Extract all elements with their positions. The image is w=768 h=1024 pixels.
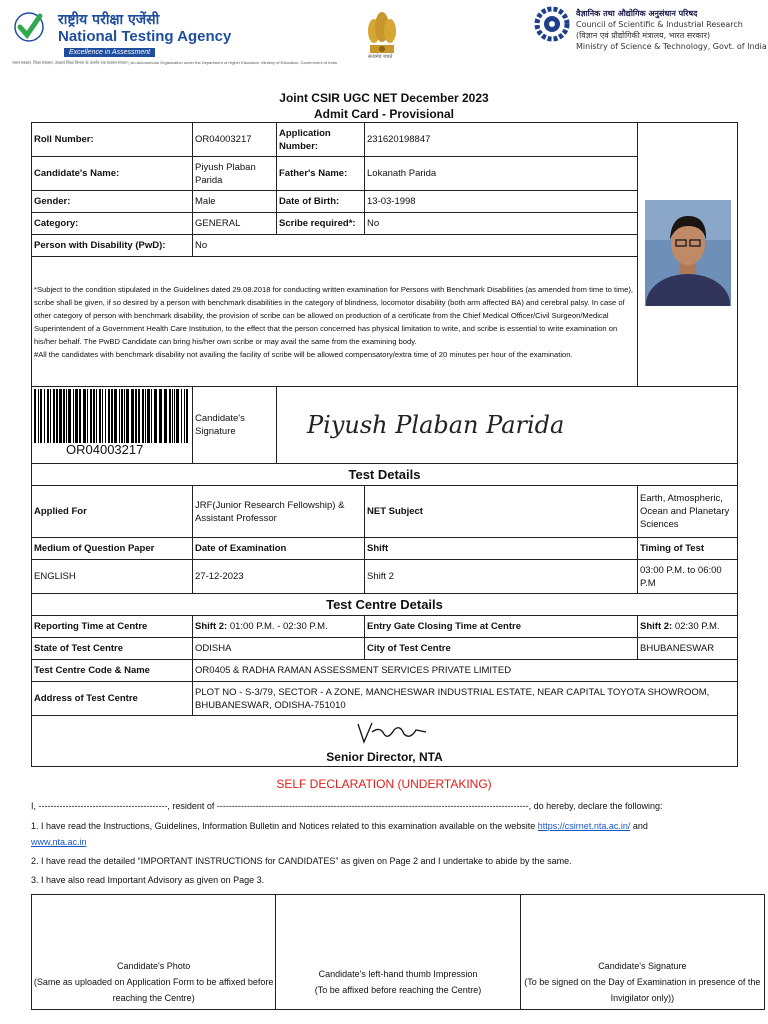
centre-address-value: PLOT NO - S-3/79, SECTOR - A ZONE, MANCHESWAR INDUSTRIAL ESTATE, NEAR CAPITAL TOYOTA SHOWROOM, BHUBANESWAR, ODISHA-751010 [193, 682, 738, 716]
centre-code-label: Test Centre Code & Name [32, 660, 193, 682]
roll-number-value: OR04003217 [193, 123, 277, 157]
barcode-bar [90, 389, 92, 443]
barcode-bar [50, 389, 51, 443]
csir-ministry: Ministry of Science & Technology, Govt. of India [576, 42, 767, 51]
declaration-line-0: I, -------------------------------------------, resident of --------------------------------------------------------------------------------------------------------, do hereby, declare the following: [31, 801, 663, 811]
undertaking-boxes [31, 894, 765, 1010]
barcode-bar [105, 389, 106, 443]
barcode-bar [114, 389, 117, 443]
admit-card-title [0, 90, 768, 122]
csir-text-block [576, 8, 767, 52]
director-cell [32, 716, 738, 767]
scribe-note [32, 257, 638, 387]
thumb-box-note: (To be affixed before reaching the Centre) [314, 984, 482, 995]
category-label: Category: [32, 213, 193, 235]
page-header [0, 0, 768, 72]
centre-address-label: Address of Test Centre [32, 682, 193, 716]
barcode-bar [184, 389, 185, 443]
gate-closing-cell [638, 616, 738, 638]
card-type: Admit Card - Provisional [313, 107, 455, 121]
barcode-bar [164, 389, 167, 443]
barcode-bar [186, 389, 188, 443]
barcode-bar [124, 389, 125, 443]
timing-value: 03:00 P.M. to 06:00 P.M [638, 560, 738, 594]
nta-tagline: Excellence in Assessment [64, 48, 155, 57]
nta-logo [12, 6, 337, 65]
declaration-line-1-and: and [630, 821, 648, 831]
nta-english-name: National Testing Agency [58, 28, 232, 45]
director-title: Senior Director, NTA [326, 750, 443, 764]
barcode-bar [108, 389, 110, 443]
barcode-bar [131, 389, 134, 443]
csir-english-name: Council of Scientific & Industrial Research [576, 20, 743, 29]
declaration-line-2: 2. I have read the detailed “IMPORTANT INSTRUCTIONS for CANDIDATES” as given on Page 2 and I undertake to abide by the same. [31, 856, 572, 866]
nta-link[interactable]: www.nta.ac.in [31, 837, 87, 847]
reporting-time-value: 01:00 P.M. - 02:30 P.M. [229, 621, 328, 632]
roll-number-label: Roll Number: [32, 123, 193, 157]
barcode-bar [147, 389, 150, 443]
barcode-bar [79, 389, 81, 443]
nta-hindi-name: राष्ट्रीय परीक्षा एजेंसी [58, 12, 160, 28]
csir-logo-icon [534, 6, 570, 42]
applied-for-label: Applied For [32, 486, 193, 538]
gate-closing-value: 02:30 P.M. [674, 621, 720, 632]
barcode-bar [176, 389, 179, 443]
gender-value: Male [193, 191, 277, 213]
gate-shift: Shift 2: [640, 621, 673, 632]
declaration-line-3: 3. I have also read Important Advisory as given on Page 3. [31, 875, 265, 885]
signature-box-title: Candidate's Signature [598, 960, 687, 971]
exam-title: Joint CSIR UGC NET December 2023 [279, 91, 489, 105]
exam-date-value: 27-12-2023 [193, 560, 365, 594]
candidate-photo-cell [638, 123, 738, 387]
father-name-label: Father's Name: [277, 157, 365, 191]
candidate-name-label: Candidate's Name: [32, 157, 193, 191]
barcode-bar [172, 389, 173, 443]
reporting-time-label: Reporting Time at Centre [32, 616, 193, 638]
application-number-value: 231620198847 [365, 123, 638, 157]
barcode-bar [73, 389, 74, 443]
thumb-box-title: Candidate's left-hand thumb Impression [318, 968, 478, 979]
barcode-bar [138, 389, 140, 443]
test-centre-heading: Test Centre Details [32, 594, 738, 616]
barcode-bar [38, 389, 39, 443]
director-signature [352, 720, 432, 746]
barcode-bar [145, 389, 146, 443]
barcode-bar [126, 389, 129, 443]
application-number-label: Application Number: [277, 123, 365, 157]
reporting-time-cell [193, 616, 365, 638]
net-subject-value: Earth, Atmospheric, Ocean and Planetary Sciences [638, 486, 738, 538]
pwd-value: No [193, 235, 638, 257]
barcode-bar [121, 389, 123, 443]
scribe-value: No [365, 213, 638, 235]
csir-hindi-name: वैज्ञानिक तथा औद्योगिक अनुसंधान परिषद [576, 9, 698, 18]
dob-label: Date of Birth: [277, 191, 365, 213]
centre-code-value: OR0405 & RADHA RAMAN ASSESSMENT SERVICES PRIVATE LIMITED [193, 660, 738, 682]
barcode-bar [83, 389, 86, 443]
pwd-label: Person with Disability (PwD): [32, 235, 193, 257]
barcode-bar [135, 389, 137, 443]
scribe-note-1: *Subject to the condition stipulated in the Guidelines dated 29.08.2018 for conducting written examination for Persons with Benchmark Disabilities (as amended from time to time), scribe shall be given, if so desired by a person with benchmark disabilities in the category of blindness, locomotor disability (both arm affected BA) and cerebral palsy. In case of other category of person with benchmark disability, the provision of scribe can be allowed on production of a certificate from the Chief Medical Officer/Civil Surgeon/Medical Superintendent of a Government Health Care Institution, to the effect that the person concerned has physical limitation to write, and scribe is essential to write examination on his/her behalf. The PwBD Candidate can bring his/her own scribe or may avail the same from the examining body. [34, 284, 633, 346]
barcode-bar [53, 389, 55, 443]
photo-box [32, 895, 276, 1010]
barcode-bar [99, 389, 101, 443]
nta-checkmark-icon [14, 12, 44, 42]
thumb-box [276, 895, 520, 1010]
barcode-bar [63, 389, 65, 443]
emblem-motto: सत्यमेव जयते [368, 54, 393, 60]
csir-hindi-ministry: (विज्ञान एवं प्रौद्योगिकी मंत्रालय, भारत सरकार) [576, 31, 711, 40]
barcode-bar [68, 389, 71, 443]
test-details-heading: Test Details [32, 464, 738, 486]
scribe-label: Scribe required*: [277, 213, 365, 235]
barcode-bar [111, 389, 113, 443]
barcode-bar [44, 389, 45, 443]
candidate-photo [645, 200, 731, 306]
state-label: State of Test Centre [32, 638, 193, 660]
barcode-bar [169, 389, 171, 443]
reporting-shift: Shift 2: [195, 621, 228, 632]
candidate-signature: Piyush Plaban Parida [277, 387, 738, 464]
applied-for-value: JRF(Junior Research Fellowship) & Assistant Professor [193, 486, 365, 538]
barcode-bar [151, 389, 152, 443]
barcode-bar [40, 389, 42, 443]
barcode-bar [59, 389, 62, 443]
barcode-bar [93, 389, 95, 443]
state-value: ODISHA [193, 638, 365, 660]
gender-label: Gender: [32, 191, 193, 213]
barcode-bar [142, 389, 144, 443]
dob-value: 13-03-1998 [365, 191, 638, 213]
father-name-value: Lokanath Parida [365, 157, 638, 191]
net-subject-label: NET Subject [365, 486, 638, 538]
city-label: City of Test Centre [365, 638, 638, 660]
barcode-number: OR04003217 [66, 442, 144, 457]
barcode-bar [56, 389, 58, 443]
barcode-bar [47, 389, 49, 443]
signature-box-note: (To be signed on the Day of Examination in presence of the Invigilator only)) [524, 976, 761, 1003]
signature-box [520, 895, 764, 1010]
barcode-bar [119, 389, 120, 443]
category-value: GENERAL [193, 213, 277, 235]
medium-value: ENGLISH [32, 560, 193, 594]
barcode-bar [96, 389, 97, 443]
scribe-note-2: #All the candidates with benchmark disability not availing the facility of scribe will be allowed compensatory/extra time of 20 minutes per hour of the examination. [34, 349, 573, 359]
barcode-bar [75, 389, 78, 443]
exam-date-label: Date of Examination [193, 538, 365, 560]
barcode-bar [87, 389, 88, 443]
photo-box-note: (Same as uploaded on Application Form to be affixed before reaching the Centre) [33, 976, 274, 1003]
city-value: BHUBANESWAR [638, 638, 738, 660]
barcode-bar [66, 389, 67, 443]
nta-subtitle: भारत सरकार, शिक्षा मंत्रालय, उच्चतर शिक्षा विभाग के अंतर्गत एक स्वायत्त संगठन | An Autonomous Organization under the Department of Higher Education, Ministry of Education, Government of India [12, 60, 337, 65]
barcode-bar [159, 389, 162, 443]
shift-value: Shift 2 [365, 560, 638, 594]
shift-label: Shift [365, 538, 638, 560]
candidate-name-value: Piyush Plaban Parida [193, 157, 277, 191]
declaration-line-1-text: 1. I have read the Instructions, Guidelines, Information Bulletin and Notices related to this examination available on the website [31, 821, 538, 831]
admit-card-table [31, 122, 738, 767]
barcode-bar [154, 389, 157, 443]
photo-box-title: Candidate's Photo [117, 960, 191, 971]
declaration-line-1 [31, 818, 743, 850]
csirnet-link[interactable]: https://csirnet.nta.ac.in/ [537, 821, 631, 831]
signature-label: Candidate's Signature [193, 387, 277, 464]
barcode-cell [32, 387, 193, 464]
gate-closing-label: Entry Gate Closing Time at Centre [365, 616, 638, 638]
self-declaration-heading: SELF DECLARATION (UNDERTAKING) [276, 777, 492, 791]
barcode-bar [34, 389, 36, 443]
barcode-bar [181, 389, 182, 443]
timing-label: Timing of Test [638, 538, 738, 560]
barcode-bar [174, 389, 175, 443]
barcode-bar [102, 389, 103, 443]
medium-label: Medium of Question Paper [32, 538, 193, 560]
barcode [34, 389, 190, 443]
